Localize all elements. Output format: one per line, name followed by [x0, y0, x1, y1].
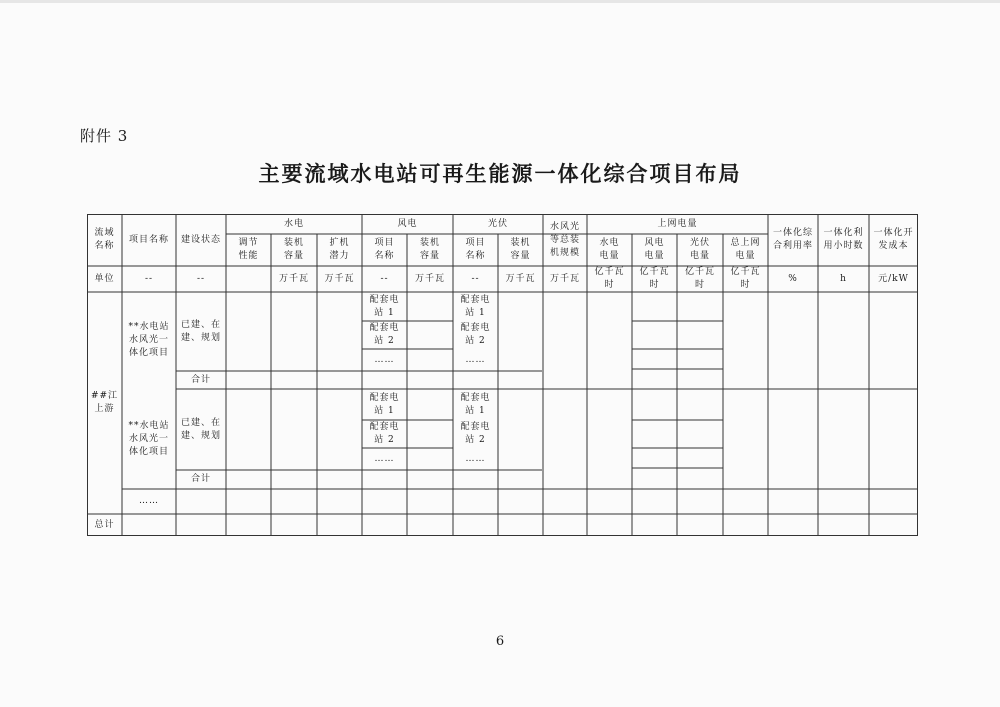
attachment-label: 附件 3 — [80, 127, 129, 145]
unit-project-name: -- — [144, 273, 154, 284]
pv-ellipsis-b: …… — [465, 453, 486, 464]
header-hours: 一体化利 用小时数 — [823, 228, 864, 251]
header-basin: 流域 名称 — [94, 228, 115, 251]
wind-station-2-b: 配套电 站 2 — [369, 422, 400, 445]
unit-hydro-capacity: 万千瓦 — [278, 273, 309, 284]
unit-status: -- — [196, 273, 206, 284]
unit-wind-project: -- — [380, 273, 389, 284]
header-status: 建设状态 — [180, 234, 221, 245]
unit-pv-energy: 亿千瓦 时 — [684, 267, 715, 290]
pv-station-1-b: 配套电 站 1 — [460, 392, 491, 416]
unit-cost: 元/kW — [878, 273, 909, 284]
header-total-capacity: 水风光 等总装 机规模 — [549, 221, 580, 258]
page-title: 主要流域水电站可再生能源一体化综合项目布局 — [258, 161, 742, 186]
unit-wind-energy: 亿千瓦 时 — [639, 267, 670, 290]
units-label: 单位 — [94, 273, 115, 284]
unit-total-energy: 亿千瓦 时 — [730, 267, 761, 290]
unit-wind-capacity: 万千瓦 — [414, 273, 445, 284]
header-utilization: 一体化综 合利用率 — [772, 228, 813, 251]
project-name-2: **水电站 水风光一 体化项目 — [128, 420, 170, 457]
more-projects-ellipsis: …… — [139, 496, 159, 506]
wind-station-1-b: 配套电 站 1 — [369, 392, 400, 416]
header-hydro-capacity: 装机 容量 — [283, 238, 304, 261]
grand-total-label: 总计 — [94, 519, 115, 530]
pv-ellipsis-a: …… — [465, 354, 486, 365]
unit-hydro-energy: 亿千瓦 时 — [594, 267, 625, 290]
header-project-name: 项目名称 — [128, 234, 169, 245]
basin-name: ##江 上游 — [90, 391, 119, 414]
header-grid-energy: 上网电量 — [657, 218, 698, 229]
unit-pv-project: -- — [471, 273, 480, 284]
header-pv-project: 项目 名称 — [465, 238, 486, 261]
unit-total-capacity: 万千瓦 — [549, 273, 580, 284]
header-hydro-regulation: 调节 性能 — [238, 238, 259, 261]
page-top-edge — [0, 0, 1000, 3]
subtotal-2: 合计 — [190, 474, 211, 484]
header-pv-energy: 光伏 电量 — [689, 238, 710, 261]
project-layout-table — [87, 214, 918, 536]
pv-station-2-a: 配套电 站 2 — [460, 323, 491, 346]
header-pv-capacity: 装机 容量 — [510, 238, 531, 261]
unit-pv-capacity: 万千瓦 — [505, 273, 536, 284]
header-wind-capacity: 装机 容量 — [419, 238, 440, 261]
pv-station-1-a: 配套电 站 1 — [460, 294, 491, 318]
page-number: 6 — [495, 634, 505, 649]
project-status-2: 已建、在 建、规划 — [180, 417, 221, 441]
header-total-energy: 总上网 电量 — [730, 238, 761, 261]
pv-station-2-b: 配套电 站 2 — [460, 422, 491, 445]
unit-utilization: % — [788, 273, 798, 284]
unit-hydro-expansion: 万千瓦 — [324, 273, 355, 284]
wind-station-1-a: 配套电 站 1 — [369, 294, 400, 318]
header-wind-energy: 风电 电量 — [644, 238, 665, 261]
header-hydro-expansion: 扩机 潜力 — [329, 238, 350, 261]
wind-ellipsis-b: …… — [374, 453, 395, 464]
header-hydro: 水电 — [283, 218, 304, 229]
header-pv: 光伏 — [487, 218, 508, 229]
wind-ellipsis-a: …… — [374, 354, 395, 365]
unit-hours: h — [840, 273, 847, 284]
header-cost: 一体化开 发成本 — [873, 228, 914, 251]
header-wind: 风电 — [397, 218, 418, 229]
header-wind-project: 项目 名称 — [374, 238, 395, 261]
header-hydro-energy: 水电 电量 — [599, 238, 620, 261]
subtotal-1: 合计 — [190, 374, 211, 385]
project-name-1: **水电站 水风光一 体化项目 — [128, 322, 170, 358]
wind-station-2-a: 配套电 站 2 — [369, 323, 400, 346]
project-status-1: 已建、在 建、规划 — [180, 319, 221, 343]
